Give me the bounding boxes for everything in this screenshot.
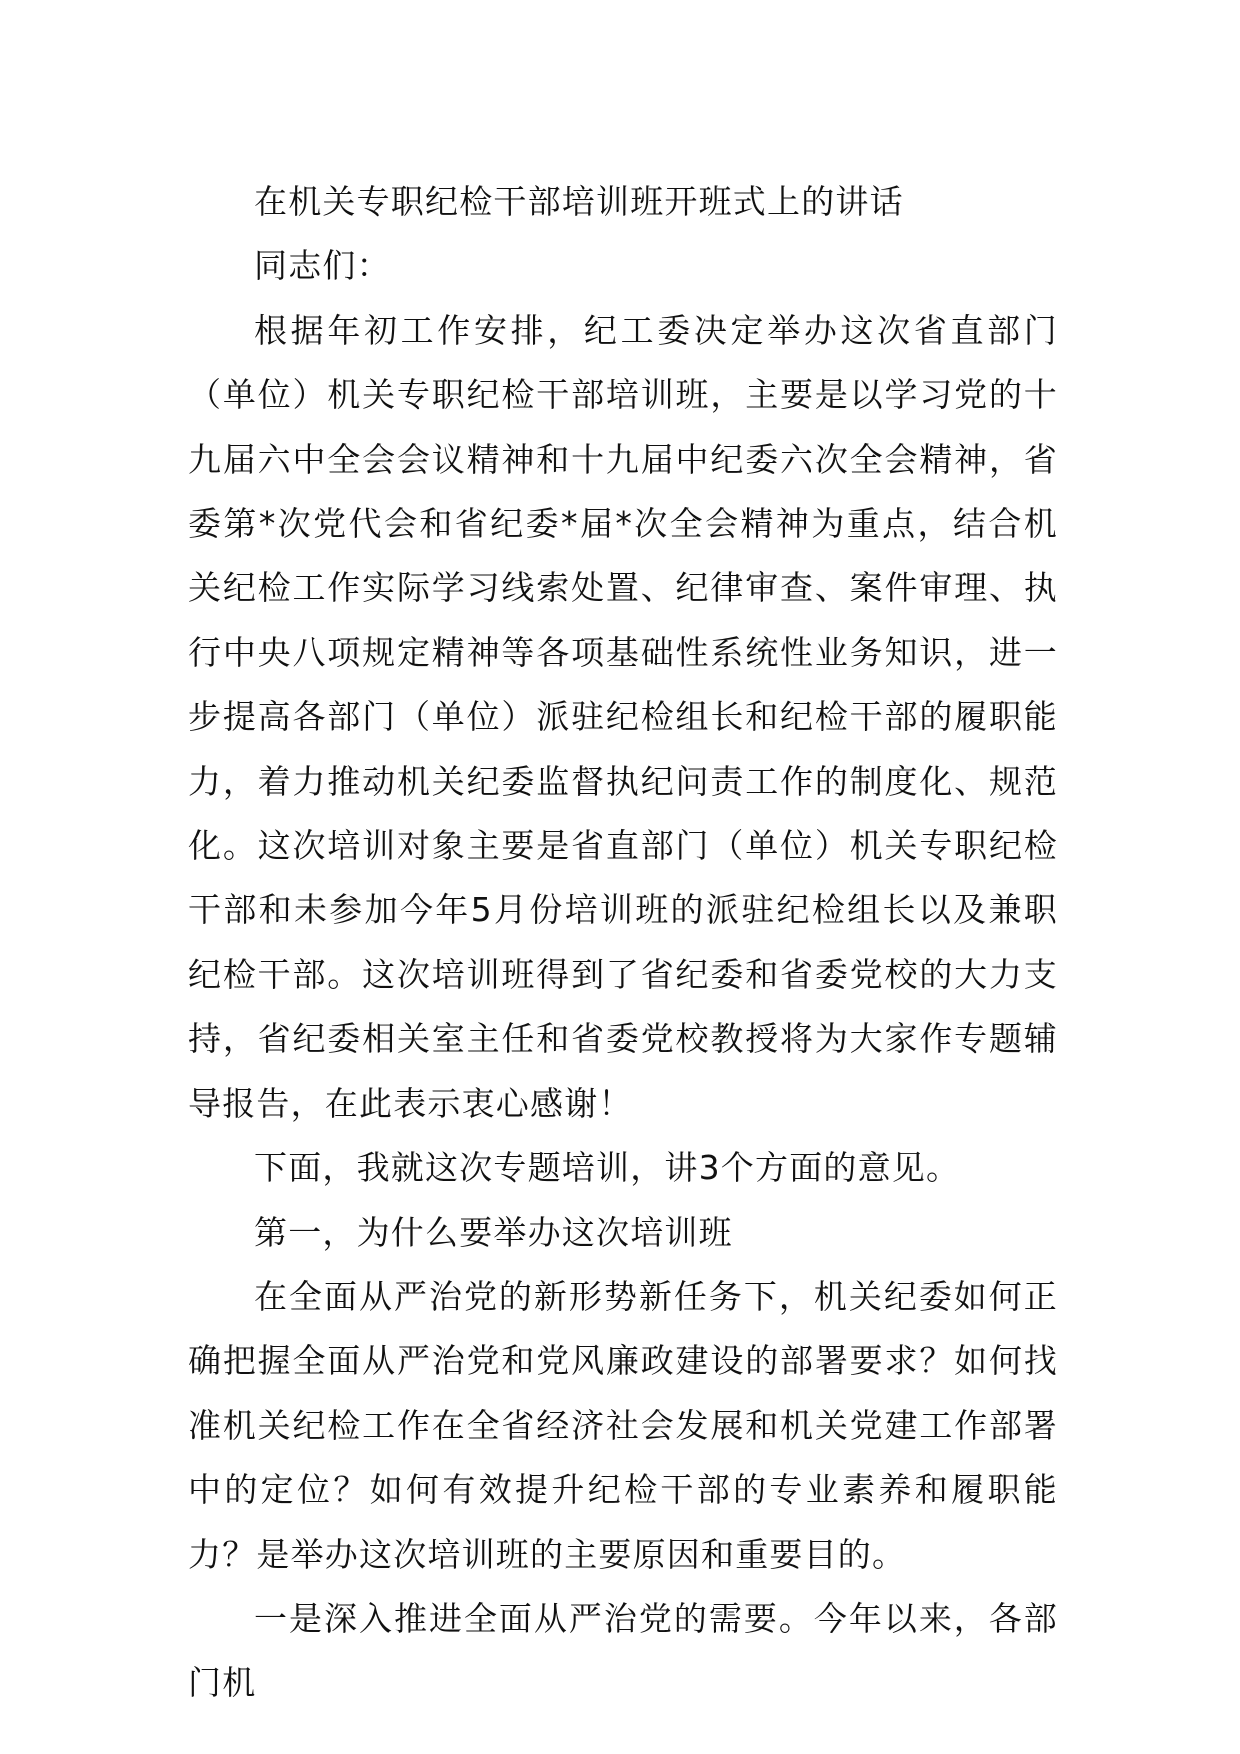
paragraph-reasons: 在全面从严治党的新形势新任务下，机关纪委如何正确把握全面从严治党和党风廉政建设的部署要求？如何找准机关纪检工作在全省经济社会发展和机关党建工作部署中的定位？如何有效提升纪检干部的专业素养和履职能力？是举办这次培训班的主要原因和重要目的。 [188,1276,1058,1574]
document-title: 在机关专职纪检干部培训班开班式上的讲话 [254,182,904,221]
paragraph-outline: 下面，我就这次专题培训，讲3个方面的意见。 [254,1148,961,1188]
salutation: 同志们： [254,246,391,286]
document-body [188,170,1058,1716]
paragraph-intro: 根据年初工作安排，纪工委决定举办这次省直部门（单位）机关专职纪检干部培训班，主要是以学习党的十九届六中全会会议精神和十九届中纪委六次全会精神，省委第*次党代会和省纪委*届*次全会精神为重点，结合机关纪检工作实际学习线索处置、纪律审查、案件审理、执行中央八项规定精神等各项基础性系统性业务知识，进一步提高各部门（单位）派驻纪检组长和纪检干部的履职能力，着力推动机关纪委监督执纪问责工作的制度化、规范化。这次培训对象主要是省直部门（单位）机关专职纪检干部和未参加今年5月份培训班的派驻纪检组长以及兼职纪检干部。这次培训班得到了省纪委和省委党校的大力支持，省纪委相关室主任和省委党校教授将为大家作专题辅导报告，在此表示衷心感谢！ [188,310,1058,1123]
section-heading-first: 第一，为什么要举办这次培训班 [254,1212,733,1252]
paragraph-point-one: 一是深入推进全面从严治党的需要。今年以来，各部门机 [188,1598,1058,1703]
